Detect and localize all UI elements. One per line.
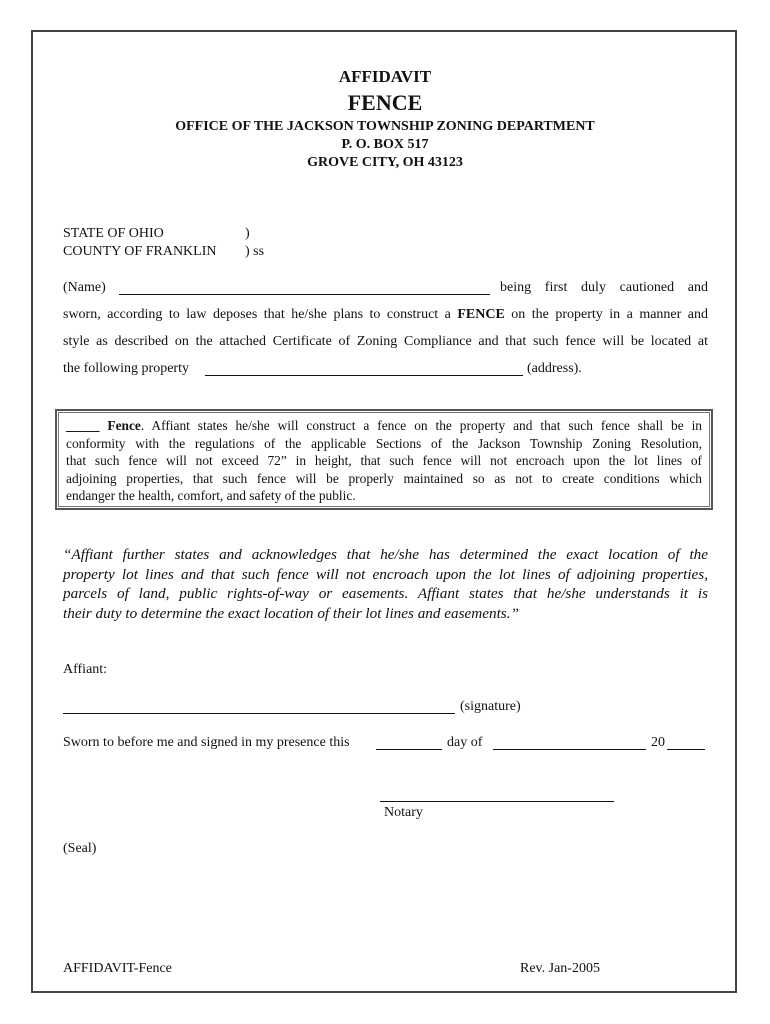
quote-line1: “Affiant further states and acknowledges that he/she has determined the exact location of the [63, 546, 708, 563]
fence-statement-box [55, 409, 713, 510]
body-line2-pre: sworn, according to law deposes that he/she plans to construct a [63, 307, 451, 322]
venue-county-paren: ) ss [245, 244, 265, 259]
footer-revision: Rev. Jan-2005 [520, 961, 600, 976]
venue-state-paren: ) [245, 226, 250, 241]
office-name: OFFICE OF THE JACKSON TOWNSHIP ZONING DEPARTMENT [175, 119, 595, 134]
page-border [31, 30, 737, 993]
office-city: GROVE CITY, OH 43123 [307, 155, 463, 170]
signature-label: (signature) [460, 699, 521, 714]
affiant-quote [63, 545, 708, 623]
office-pobox: P. O. BOX 517 [341, 137, 429, 152]
body-line4-post: (address). [527, 361, 582, 376]
fence-line2: conformity with the regulations of the applicable Sections of the Jackson Township Zoning Resolution, [66, 435, 702, 451]
venue-county: COUNTY OF FRANKLIN [63, 244, 217, 259]
body-line4-pre: the following property [63, 361, 189, 376]
quote-line2: property lot lines and that such fence will not encroach upon the lot lines of adjoining properties, [63, 565, 708, 583]
venue-state: STATE OF OHIO [63, 226, 164, 241]
sworn-text: Sworn to before me and signed in my presence this [63, 735, 350, 750]
footer-form-name: AFFIDAVIT-Fence [63, 961, 172, 976]
seal-label: (Seal) [63, 841, 97, 856]
body-line2-bold: FENCE [457, 307, 505, 322]
name-label: (Name) [63, 280, 106, 295]
fence-line5: endanger the health, comfort, and safety of the public. [66, 488, 356, 504]
doc-subtitle: FENCE [347, 90, 423, 115]
affiant-label: Affiant: [63, 662, 108, 677]
address-field[interactable] [205, 361, 523, 376]
notary-label: Notary [384, 805, 423, 820]
quote-line3: parcels of land, public rights-of-way or easements. Affiant states that he/she understands it is [63, 585, 708, 602]
day-of-label: day of [447, 735, 483, 750]
doc-title: AFFIDAVIT [338, 67, 432, 86]
body-line2 [63, 307, 708, 323]
body-line3: style as described on the attached Certificate of Zoning Compliance and that such fence will be located at [63, 334, 708, 349]
body-line1-end: being first duly cautioned and [500, 280, 708, 295]
fence-line1 [66, 417, 702, 435]
fence-line3: that such fence will not exceed 72” in height, that such fence will not encroach upon the lot lines of [66, 453, 702, 469]
fence-label: Fence [107, 418, 141, 433]
month-field[interactable] [493, 735, 646, 750]
day-field[interactable] [376, 735, 442, 750]
name-field[interactable] [119, 280, 490, 295]
notary-signature-field[interactable] [380, 787, 614, 802]
body-line2-post: on the property in a manner and [511, 307, 709, 322]
fence-checkbox-blank[interactable]: _____ [66, 418, 100, 433]
year-field[interactable] [667, 735, 705, 750]
fence-line1-rest: . Affiant states he/she will construct a fence on the property and that such fence shall be in [140, 418, 702, 433]
year-prefix: 20 [651, 735, 665, 750]
quote-line4: their duty to determine the exact location of their lot lines and easements.” [63, 604, 519, 622]
fence-line4: adjoining properties, that such fence will be properly maintained so as not to create conditions which [66, 470, 702, 486]
signature-field[interactable] [63, 699, 455, 714]
